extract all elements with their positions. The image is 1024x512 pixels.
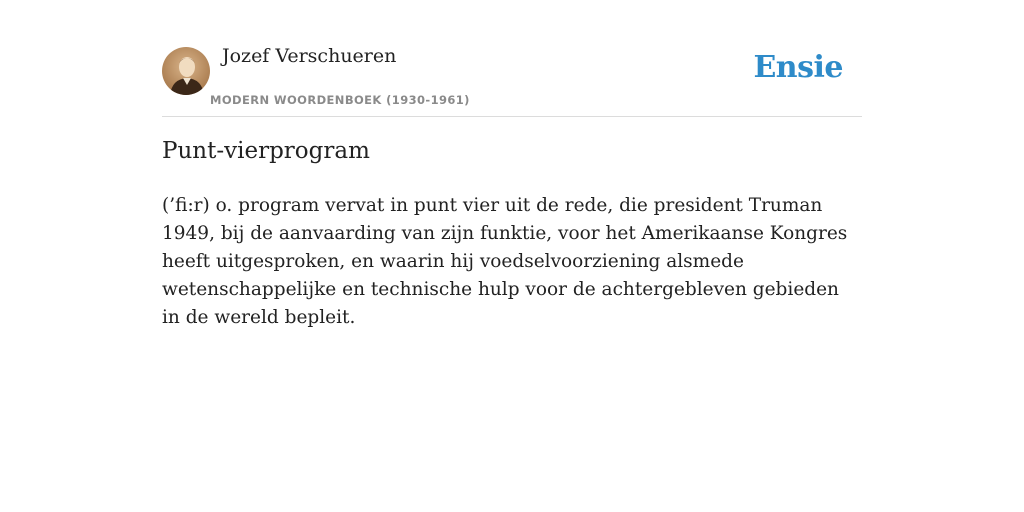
entry-header	[162, 0, 862, 117]
source-label[interactable]: MODERN WOORDENBOEK (1930-1961)	[210, 93, 470, 107]
author-avatar[interactable]	[162, 47, 210, 95]
entry-definition: (’fi:r) o. program vervat in punt vier uit de rede, die president Truman 1949, bij de aanvaarding van zijn funktie, voor het Amerikaanse Kongres heeft uitgesproken, en waarin hij voedselvoorziening alsmede wetenschappelijke en technische hulp voor de achtergebleven gebieden in de wereld bepleit.	[162, 195, 848, 328]
ensie-logo[interactable]: Ensie	[753, 50, 843, 85]
portrait-icon	[162, 47, 210, 95]
entry-title: Punt-vierprogram	[162, 138, 370, 164]
author-name[interactable]: Jozef Verschueren	[222, 45, 397, 67]
entry-card	[162, 0, 862, 328]
